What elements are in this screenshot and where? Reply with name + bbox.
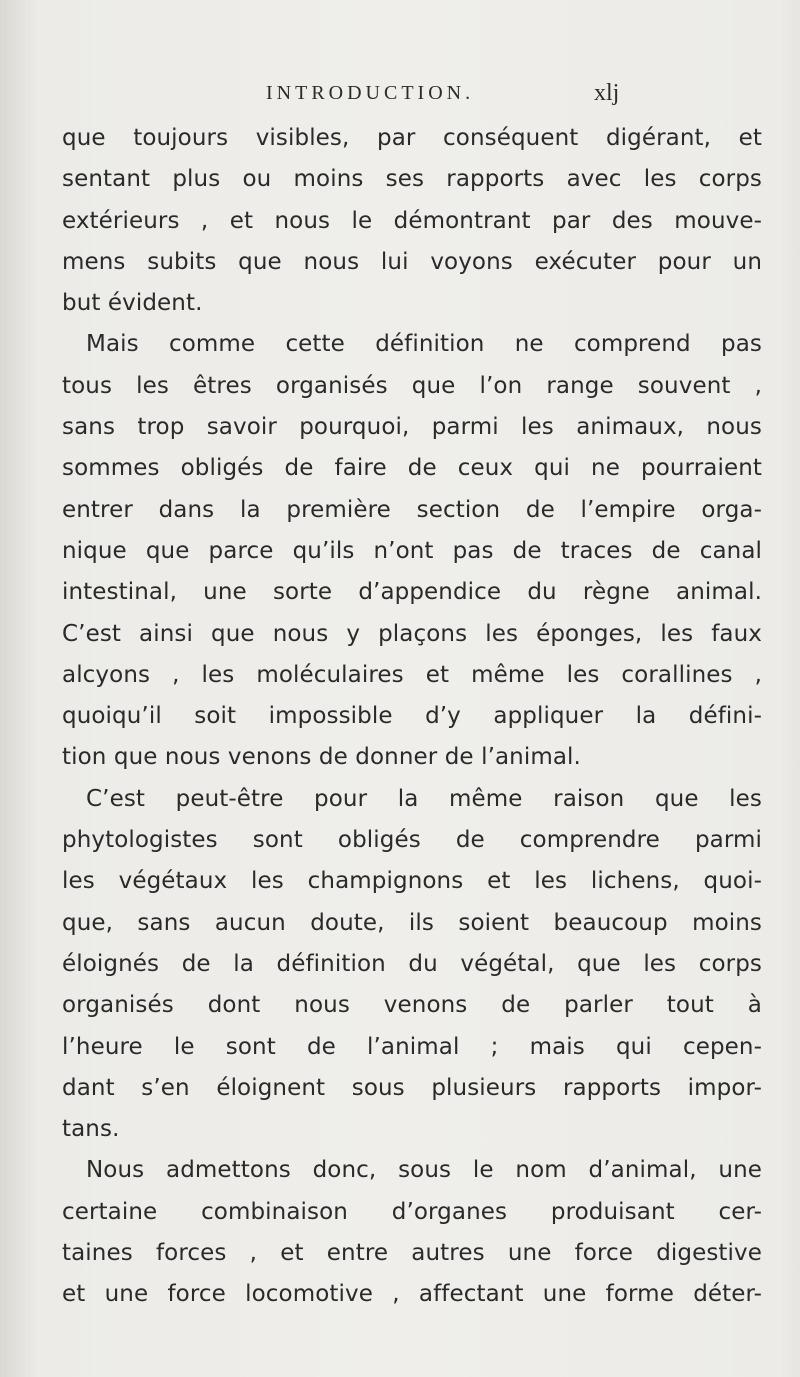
text-line: nique que parce qu’ils n’ont pas de traces de canal — [62, 537, 762, 564]
text-line: sans trop savoir pourquoi, parmi les animaux, nous — [62, 414, 762, 441]
text-line: certaine combinaison d’organes produisant cer- — [62, 1198, 762, 1225]
body-text — [62, 118, 762, 1316]
text-line: que, sans aucun doute, ils soient beaucoup moins — [62, 909, 762, 936]
text-line: éloignés de la définition du végétal, que les corps — [62, 950, 762, 977]
text-line: intestinal, une sorte d’appendice du règne animal. — [62, 579, 762, 606]
text-line: C’est ainsi que nous y plaçons les éponges, les faux — [62, 620, 762, 647]
text-line: mens subits que nous lui voyons exécuter pour un — [62, 248, 762, 275]
text-line: alcyons , les moléculaires et même les corallines , — [62, 661, 762, 688]
text-line: sentant plus ou moins ses rapports avec les corps — [62, 166, 762, 193]
text-line: extérieurs , et nous le démontrant par des mouve- — [62, 207, 762, 234]
text-line: organisés dont nous venons de parler tout à — [62, 992, 762, 1019]
text-line: et une force locomotive , affectant une forme déter- — [62, 1281, 762, 1308]
text-line: Nous admettons donc, sous le nom d’animal, une — [86, 1157, 762, 1184]
text-line: tion que nous venons de donner de l’animal. — [62, 744, 581, 771]
page-number: xlj — [594, 80, 620, 106]
text-line: phytologistes sont obligés de comprendre parmi — [62, 827, 762, 854]
text-line: taines forces , et entre autres une force digestive — [62, 1240, 762, 1267]
page-header — [0, 80, 800, 112]
text-line: l’heure le sont de l’animal ; mais qui cepen- — [62, 1033, 762, 1060]
text-line: les végétaux les champignons et les lichens, quoi- — [62, 868, 762, 895]
text-line: que toujours visibles, par conséquent digérant, et — [62, 125, 762, 151]
text-line: entrer dans la première section de l’empire orga- — [62, 496, 762, 523]
text-line: C’est peut-être pour la même raison que les — [86, 785, 762, 812]
text-line: sommes obligés de faire de ceux qui ne pourraient — [62, 455, 762, 482]
text-line: tans. — [62, 1116, 120, 1143]
running-head: INTRODUCTION. — [266, 82, 475, 104]
text-line: but évident. — [62, 290, 203, 317]
text-line: dant s’en éloignent sous plusieurs rapports impor- — [62, 1074, 762, 1101]
text-line: quoiqu’il soit impossible d’y appliquer la défini- — [62, 703, 762, 730]
text-line: tous les êtres organisés que l’on range souvent , — [62, 372, 762, 399]
text-line: Mais comme cette définition ne comprend pas — [86, 331, 762, 358]
